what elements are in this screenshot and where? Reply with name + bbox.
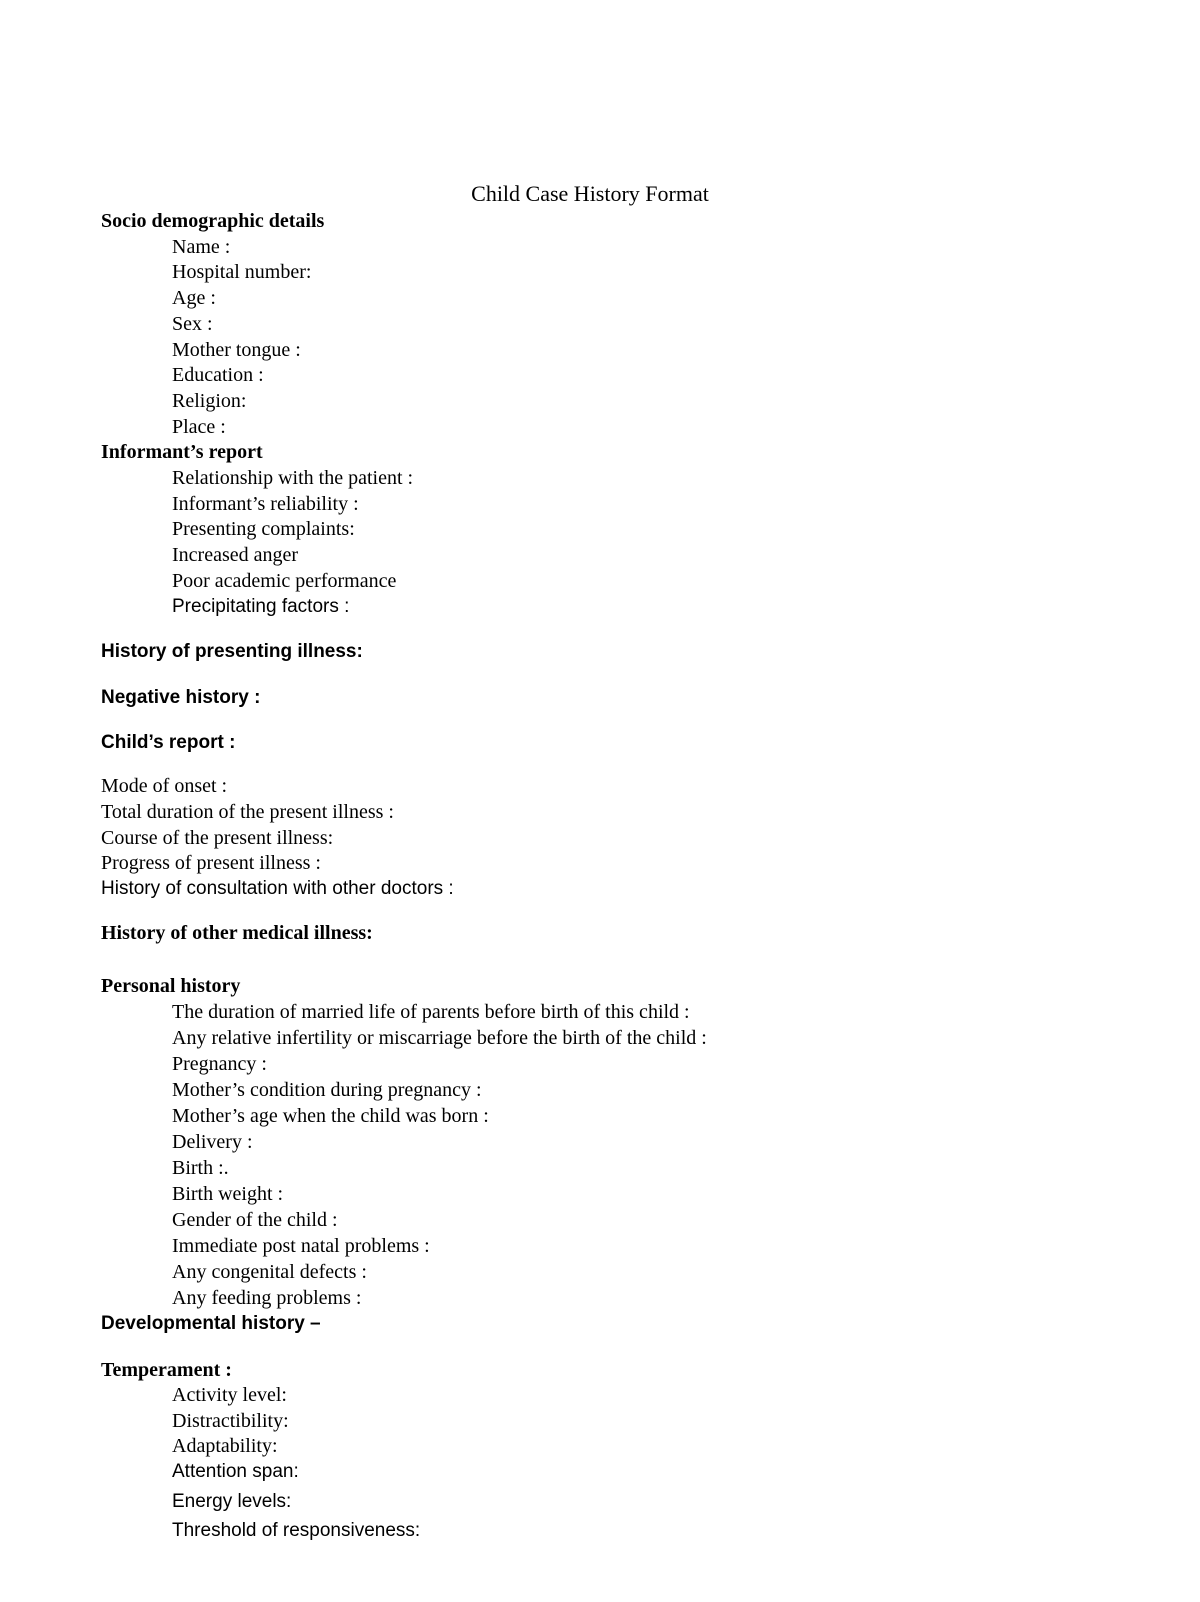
complaint-increased-anger: Increased anger xyxy=(172,544,299,566)
field-congenital-defects: Any congenital defects : xyxy=(172,1261,367,1283)
heading-other-medical-illness: History of other medical illness: xyxy=(101,922,373,944)
field-attention-span: Attention span: xyxy=(172,1461,299,1482)
field-birth: Birth :. xyxy=(172,1157,229,1179)
heading-informants-report: Informant’s report xyxy=(101,441,263,463)
field-total-duration: Total duration of the present illness : xyxy=(101,801,394,823)
heading-childs-report: Child’s report : xyxy=(101,732,236,753)
field-gender: Gender of the child : xyxy=(172,1209,338,1231)
field-distractibility: Distractibility: xyxy=(172,1410,289,1432)
field-pregnancy: Pregnancy : xyxy=(172,1053,267,1075)
field-relationship: Relationship with the patient : xyxy=(172,467,414,489)
field-mother-tongue: Mother tongue : xyxy=(172,339,301,361)
field-presenting-complaints: Presenting complaints: xyxy=(172,518,355,540)
field-married-life-duration: The duration of married life of parents before birth of this child : xyxy=(172,1001,690,1023)
heading-developmental-history: Developmental history – xyxy=(101,1313,321,1334)
field-place: Place : xyxy=(172,416,226,438)
field-course: Course of the present illness: xyxy=(101,827,334,849)
heading-socio-demographic: Socio demographic details xyxy=(101,210,325,232)
field-post-natal-problems: Immediate post natal problems : xyxy=(172,1235,430,1257)
field-feeding-problems: Any feeding problems : xyxy=(172,1287,362,1309)
field-energy-levels: Energy levels: xyxy=(172,1491,292,1512)
field-informant-reliability: Informant’s reliability : xyxy=(172,493,359,515)
field-age: Age : xyxy=(172,287,216,309)
field-hospital-number: Hospital number: xyxy=(172,261,312,283)
field-threshold-responsiveness: Threshold of responsiveness: xyxy=(172,1520,421,1541)
complaint-poor-academic: Poor academic performance xyxy=(172,570,397,592)
field-precipitating-factors: Precipitating factors : xyxy=(172,596,350,617)
field-progress: Progress of present illness : xyxy=(101,852,321,874)
field-infertility: Any relative infertility or miscarriage before the birth of the child : xyxy=(172,1027,707,1049)
document-title: Child Case History Format xyxy=(471,181,709,206)
heading-history-presenting-illness: History of presenting illness: xyxy=(101,641,363,662)
field-religion: Religion: xyxy=(172,390,247,412)
heading-temperament: Temperament : xyxy=(101,1359,232,1381)
field-adaptability: Adaptability: xyxy=(172,1435,278,1457)
field-delivery: Delivery : xyxy=(172,1131,253,1153)
field-consultation-history: History of consultation with other doctors : xyxy=(101,878,454,899)
heading-negative-history: Negative history : xyxy=(101,687,261,708)
field-activity-level: Activity level: xyxy=(172,1384,287,1406)
field-education: Education : xyxy=(172,364,264,386)
field-mode-of-onset: Mode of onset : xyxy=(101,775,228,797)
field-birth-weight: Birth weight : xyxy=(172,1183,284,1205)
heading-personal-history: Personal history xyxy=(101,975,241,997)
field-name: Name : xyxy=(172,236,231,258)
field-mothers-age: Mother’s age when the child was born : xyxy=(172,1105,489,1127)
field-sex: Sex : xyxy=(172,313,213,335)
field-mothers-condition: Mother’s condition during pregnancy : xyxy=(172,1079,482,1101)
